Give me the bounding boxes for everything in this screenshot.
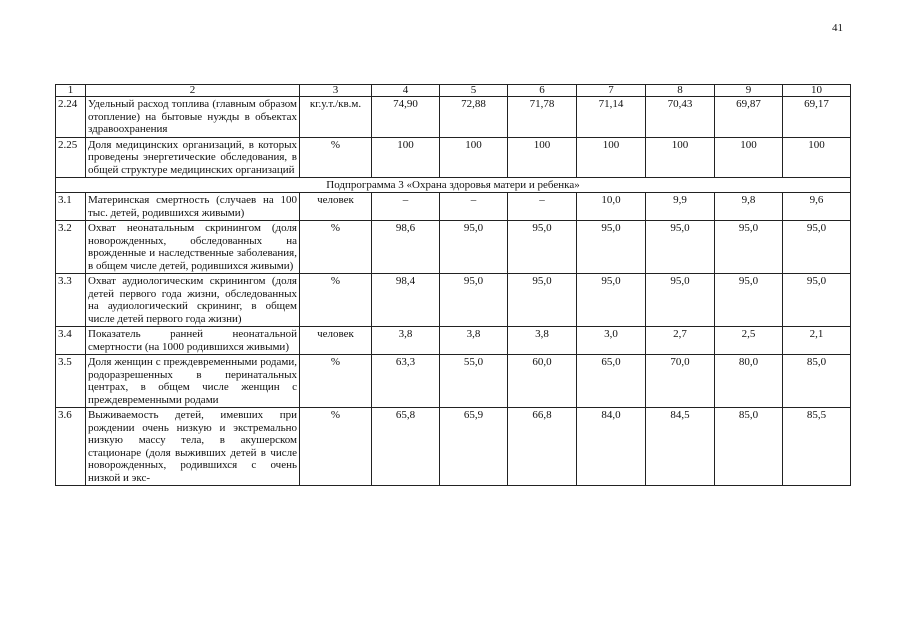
header-cell: 7 bbox=[577, 85, 646, 97]
table-row bbox=[56, 97, 851, 138]
header-cell: 4 bbox=[372, 85, 440, 97]
value-cell: 69,17 bbox=[783, 97, 851, 138]
row-number: 3.5 bbox=[56, 355, 86, 408]
value-cell: 70,0 bbox=[646, 355, 715, 408]
value-cell: 95,0 bbox=[440, 274, 508, 327]
value-cell: 95,0 bbox=[440, 221, 508, 274]
value-cell: 95,0 bbox=[783, 274, 851, 327]
subprogram-row bbox=[56, 178, 851, 193]
header-cell: 8 bbox=[646, 85, 715, 97]
indicator-description: Доля женщин с преждевременными родами, родоразрешенных в перинатальных центрах, в общем числе женщин с преждевременными родами bbox=[86, 355, 300, 408]
row-number: 3.3 bbox=[56, 274, 86, 327]
value-cell: 3,8 bbox=[508, 327, 577, 355]
value-cell: 60,0 bbox=[508, 355, 577, 408]
header-cell: 1 bbox=[56, 85, 86, 97]
header-cell: 10 bbox=[783, 85, 851, 97]
value-cell: 2,5 bbox=[715, 327, 783, 355]
column-number-header bbox=[56, 85, 851, 97]
value-cell: 9,8 bbox=[715, 193, 783, 221]
value-cell: 95,0 bbox=[715, 274, 783, 327]
row-number: 3.1 bbox=[56, 193, 86, 221]
value-cell: 3,8 bbox=[372, 327, 440, 355]
table-row bbox=[56, 355, 851, 408]
header-cell: 3 bbox=[300, 85, 372, 97]
row-number: 2.25 bbox=[56, 137, 86, 178]
value-cell: 3,8 bbox=[440, 327, 508, 355]
value-cell: 100 bbox=[440, 137, 508, 178]
table-row bbox=[56, 408, 851, 486]
header-cell: 9 bbox=[715, 85, 783, 97]
value-cell: 95,0 bbox=[783, 221, 851, 274]
unit-cell: % bbox=[300, 355, 372, 408]
value-cell: 100 bbox=[646, 137, 715, 178]
value-cell: 100 bbox=[715, 137, 783, 178]
page-number: 41 bbox=[832, 22, 843, 34]
row-number: 3.6 bbox=[56, 408, 86, 486]
value-cell: 63,3 bbox=[372, 355, 440, 408]
value-cell: 85,0 bbox=[715, 408, 783, 486]
value-cell: 74,90 bbox=[372, 97, 440, 138]
value-cell: – bbox=[440, 193, 508, 221]
value-cell: 95,0 bbox=[508, 221, 577, 274]
indicator-description: Охват аудиологическим скринингом (доля детей первого года жизни, обследованных на аудиологический скрининг, в общем числе детей первого года жизни) bbox=[86, 274, 300, 327]
value-cell: 95,0 bbox=[715, 221, 783, 274]
value-cell: 100 bbox=[577, 137, 646, 178]
value-cell: 95,0 bbox=[577, 221, 646, 274]
value-cell: 71,78 bbox=[508, 97, 577, 138]
value-cell: 2,1 bbox=[783, 327, 851, 355]
table-row bbox=[56, 193, 851, 221]
row-number: 3.2 bbox=[56, 221, 86, 274]
indicator-description: Охват неонатальным скринингом (доля новорожденных, обследованных на врожденные и наследственные заболевания, в общем числе детей, родившихся живыми) bbox=[86, 221, 300, 274]
value-cell: 98,6 bbox=[372, 221, 440, 274]
unit-cell: % bbox=[300, 221, 372, 274]
value-cell: 95,0 bbox=[508, 274, 577, 327]
unit-cell: человек bbox=[300, 193, 372, 221]
header-cell: 6 bbox=[508, 85, 577, 97]
indicator-description: Показатель ранней неонатальной смертности (на 1000 родившихся живыми) bbox=[86, 327, 300, 355]
unit-cell: человек bbox=[300, 327, 372, 355]
subprogram-title: Подпрограмма 3 «Охрана здоровья матери и ребенка» bbox=[56, 178, 851, 193]
value-cell: 69,87 bbox=[715, 97, 783, 138]
value-cell: 100 bbox=[783, 137, 851, 178]
value-cell: 3,0 bbox=[577, 327, 646, 355]
unit-cell: кг.у.т./кв.м. bbox=[300, 97, 372, 138]
row-number: 2.24 bbox=[56, 97, 86, 138]
table-row bbox=[56, 137, 851, 178]
value-cell: 55,0 bbox=[440, 355, 508, 408]
value-cell: 9,9 bbox=[646, 193, 715, 221]
value-cell: – bbox=[508, 193, 577, 221]
value-cell: 10,0 bbox=[577, 193, 646, 221]
header-cell: 5 bbox=[440, 85, 508, 97]
value-cell: 9,6 bbox=[783, 193, 851, 221]
value-cell: 70,43 bbox=[646, 97, 715, 138]
value-cell: 65,8 bbox=[372, 408, 440, 486]
value-cell: 85,0 bbox=[783, 355, 851, 408]
value-cell: 95,0 bbox=[646, 221, 715, 274]
unit-cell: % bbox=[300, 408, 372, 486]
value-cell: 84,0 bbox=[577, 408, 646, 486]
value-cell: 85,5 bbox=[783, 408, 851, 486]
value-cell: 95,0 bbox=[577, 274, 646, 327]
unit-cell: % bbox=[300, 274, 372, 327]
value-cell: 100 bbox=[372, 137, 440, 178]
indicator-description: Доля медицинских организаций, в которых проведены энергетические обследования, в общей структуре медицинских организаций bbox=[86, 137, 300, 178]
row-number: 3.4 bbox=[56, 327, 86, 355]
value-cell: 72,88 bbox=[440, 97, 508, 138]
value-cell: – bbox=[372, 193, 440, 221]
value-cell: 66,8 bbox=[508, 408, 577, 486]
value-cell: 65,9 bbox=[440, 408, 508, 486]
value-cell: 2,7 bbox=[646, 327, 715, 355]
indicator-description: Удельный расход топлива (главным образом отопление) на бытовые нужды в объектах здравоохранения bbox=[86, 97, 300, 138]
value-cell: 95,0 bbox=[646, 274, 715, 327]
table-row bbox=[56, 274, 851, 327]
value-cell: 98,4 bbox=[372, 274, 440, 327]
value-cell: 71,14 bbox=[577, 97, 646, 138]
indicator-description: Выживаемость детей, имевших при рождении очень низкую и экстремально низкую массу тела, в акушерском стационаре (доля выживших детей в числе новорожденных, родившихся с очень низкой и экс- bbox=[86, 408, 300, 486]
table-row bbox=[56, 327, 851, 355]
header-cell: 2 bbox=[86, 85, 300, 97]
unit-cell: % bbox=[300, 137, 372, 178]
indicator-description: Материнская смертность (случаев на 100 тыс. детей, родившихся живыми) bbox=[86, 193, 300, 221]
value-cell: 65,0 bbox=[577, 355, 646, 408]
value-cell: 84,5 bbox=[646, 408, 715, 486]
table-row bbox=[56, 221, 851, 274]
indicators-table bbox=[55, 84, 851, 486]
value-cell: 80,0 bbox=[715, 355, 783, 408]
value-cell: 100 bbox=[508, 137, 577, 178]
